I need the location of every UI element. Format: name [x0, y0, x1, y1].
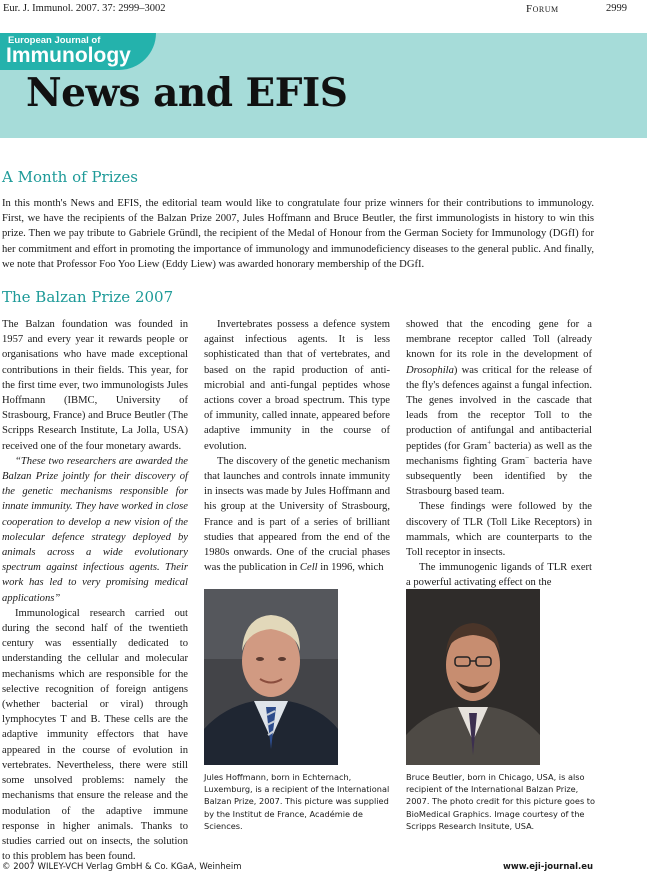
paragraph: showed that the encoding gene for a membrane receptor called Toll (already known for its role in the development of Drosophila) was critical for the release of the fly's defences against a fungal infection. The genes involved in the cascade that leads from the receptor Toll to the production of antifungal and antibacterial peptides (for Gram+ bacteria) as well as the mechanisms fighting Gram− bacteria have subsequently been identified by the Strasbourg based team.	[406, 319, 592, 498]
paragraph: The immunogenic ligands of TLR exert a powerful activating effect on the	[406, 562, 592, 589]
article-column-3	[406, 317, 592, 591]
paragraph: Immunological research carried out during the second half of the twentieth century was essentially dedicated to understanding the cellular and molecular mechanisms which are responsible for the selective recognition of foreign antigens (whether bacterial or viral) through lymphocytes T and B. These cells are the adaptive immunity effectors that have appeared in the course of evolution in vertebrates. Nevertheless, there were still some unsolved problems: namely the mechanisms that ensure the release and the modulation of the adaptive immune response in higher animals. Thanks to studies carried out on insects, the solution to this problem has been found.	[2, 607, 188, 863]
section-heading-prizes: A Month of Prizes	[2, 168, 138, 186]
photo-caption-hoffmann: Jules Hoffmann, born in Echternach, Luxemburg, is a recipient of the International Balzan Prize, 2007. This picture was supplied by the Institut de France, Académie de Sciences.	[204, 772, 390, 831]
footer-copyright: © 2007 WILEY-VCH Verlag GmbH & Co. KGaA, Weinheim	[2, 862, 242, 872]
footer-url[interactable]: www.eji-journal.eu	[503, 862, 594, 872]
article-column-2	[204, 317, 390, 575]
paragraph: These findings were followed by the discovery of TLR (Toll Like Receptors) in mammals, which are counterparts to the Toll receptor in insects.	[406, 501, 592, 559]
paragraph: Invertebrates possess a defence system against infectious agents. It is less sophisticated than that of vertebrates, and based on the rapid production of anti-microbial and anti-fungal peptides whose actions cover a broad spectrum. This type of immunity, called innate, appeared before adaptive immunity in the course of evolution.	[204, 319, 390, 452]
journal-citation: Eur. J. Immunol. 2007. 37: 2999–3002	[3, 3, 166, 14]
journal-logo-line2: Immunology	[6, 44, 131, 67]
section-label: Forum	[526, 3, 559, 15]
portrait-photo-beutler	[406, 589, 540, 765]
portrait-photo-hoffmann	[204, 589, 338, 765]
intro-paragraph: In this month's News and EFIS, the editorial team would like to congratulate four prize winners for their contributions to immunology. First, we have the recipients of the Balzan Prize 2007, Jules Hoffmann and Bruce Beutler, the first immunologists in history to win this prize. Then we pay tribute to Gabriele Gründl, the recipient of the Medal of Honour from the German Society for Immunology (DGfI) for her commitment and effort in promoting the importance of immunology and immunodeficiency diseases to the general public. And finally, we note that Professor Foo Yoo Liew (Eddy Liew) was awarded honorary membership of the DGfI.	[2, 198, 594, 270]
page-number: 2999	[606, 3, 627, 14]
journal-logo-line1: European Journal of	[8, 35, 101, 46]
paragraph: The Balzan foundation was founded in 1957 and every year it rewards people or organisations who have made exceptional contributions in their fields. This year, for the first time ever, two immunologists Jules Hoffmann (IBMC, University of Strasbourg, France) and Bruce Beutler (The Scripps Research Institute, La Jolla, USA) received one of the four monetary awards.	[2, 319, 188, 452]
section-heading-balzan: The Balzan Prize 2007	[2, 288, 174, 306]
running-head	[0, 0, 650, 22]
photo-caption-beutler: Bruce Beutler, born in Chicago, USA, is also recipient of the International Balzan Prize, 2007. The photo credit for this picture goes to BioMedical Graphics. Image courtesy of the Scripps Research Insitute, USA.	[406, 772, 596, 831]
prize-quote: “These two researchers are awarded the Balzan Prize jointly for their discovery of the genetic mechanisms responsible for innate immunity. They have worked in close cooperation to develop a new vision of the molecular defence strategy deployed by animals across a wide evolutionary spectrum against infectious agents. Their work has led to very promising medical applications”	[2, 455, 188, 604]
banner-title: News and EFIS	[26, 70, 348, 116]
paragraph: The discovery of the genetic mechanism that launches and controls innate immunity in insects was made by Jules Hoffmann and his group at the University of Strasbourg, France and is part of a series of brilliant studies that appeared from the end of the 1980s onwards. One of the crucial phases was the publication in Cell in 1996, which	[204, 455, 390, 574]
article-column-1	[2, 317, 188, 864]
